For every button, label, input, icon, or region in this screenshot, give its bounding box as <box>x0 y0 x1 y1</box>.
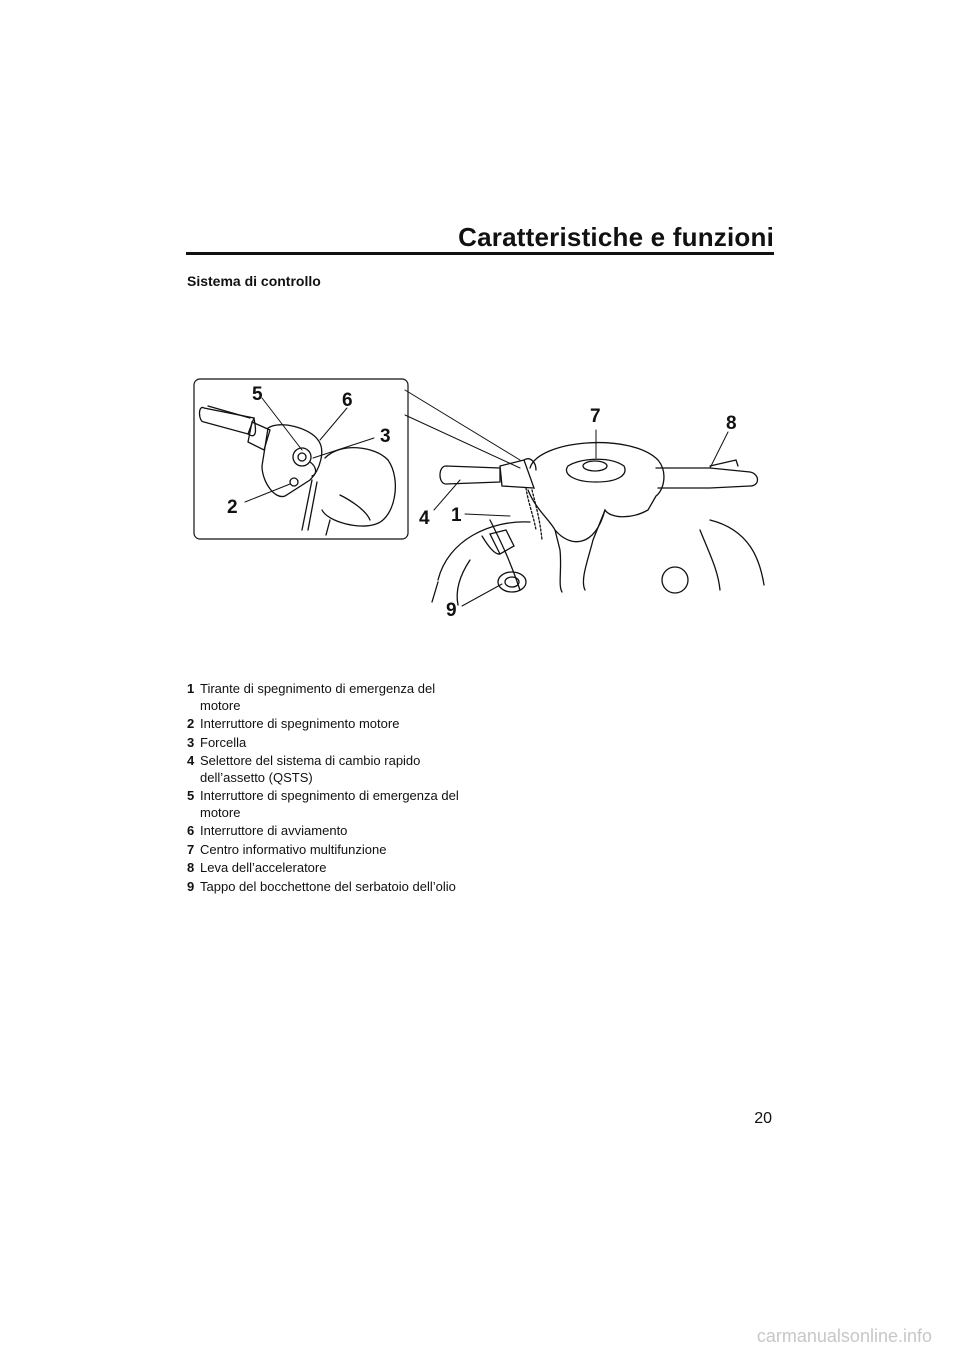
legend-text: Selettore del sistema di cambio rapido dell’assetto (QSTS) <box>200 753 421 785</box>
legend-text: Forcella <box>200 734 247 750</box>
page-title: Caratteristiche e funzioni <box>458 222 774 252</box>
legend-number: 6 <box>187 823 195 838</box>
legend-number: 5 <box>187 788 195 803</box>
legend-number: 4 <box>187 753 195 768</box>
legend-item <box>187 681 462 714</box>
legend-number: 7 <box>187 841 195 857</box>
legend-number: 8 <box>187 860 195 875</box>
legend-text: Tirante di spegnimento di emergenza del motore <box>200 681 436 713</box>
watermark: carmanualsonline.info <box>756 1326 932 1346</box>
legend-item <box>187 716 462 733</box>
legend-list <box>187 681 462 897</box>
section-heading: Sistema di controllo <box>187 273 321 289</box>
legend-text: Leva dell’acceleratore <box>200 860 327 875</box>
callout-5: 5 <box>252 384 263 405</box>
legend-item <box>187 860 462 877</box>
callout-1: 1 <box>451 505 462 526</box>
page-number: 20 <box>754 1110 772 1127</box>
callout-7: 7 <box>590 406 601 427</box>
legend-item <box>187 823 462 840</box>
legend-number: 3 <box>187 734 195 750</box>
callout-3: 3 <box>380 426 391 447</box>
handlebar-illustration <box>190 370 780 640</box>
callout-9: 9 <box>446 600 457 621</box>
handlebar-figure <box>190 370 780 640</box>
legend-item <box>187 788 462 821</box>
legend-text: Interruttore di spegnimento di emergenza del motore <box>200 788 459 820</box>
legend-item <box>187 842 462 859</box>
legend-number: 9 <box>187 878 195 894</box>
callout-6: 6 <box>342 390 353 411</box>
legend-text: Centro informativo multifunzione <box>200 841 387 857</box>
legend-item <box>187 735 462 752</box>
legend-text: Tappo del bocchettone del serbatoio dell’olio <box>200 878 456 894</box>
callout-8: 8 <box>726 413 737 434</box>
callout-4: 4 <box>419 508 430 529</box>
legend-text: Interruttore di spegnimento motore <box>200 716 400 731</box>
legend-item <box>187 879 462 896</box>
legend-number: 1 <box>187 681 195 696</box>
legend-number: 2 <box>187 716 195 731</box>
legend-item <box>187 753 462 786</box>
title-rule <box>186 252 774 255</box>
legend-text: Interruttore di avviamento <box>200 823 348 838</box>
callout-2: 2 <box>227 497 238 518</box>
